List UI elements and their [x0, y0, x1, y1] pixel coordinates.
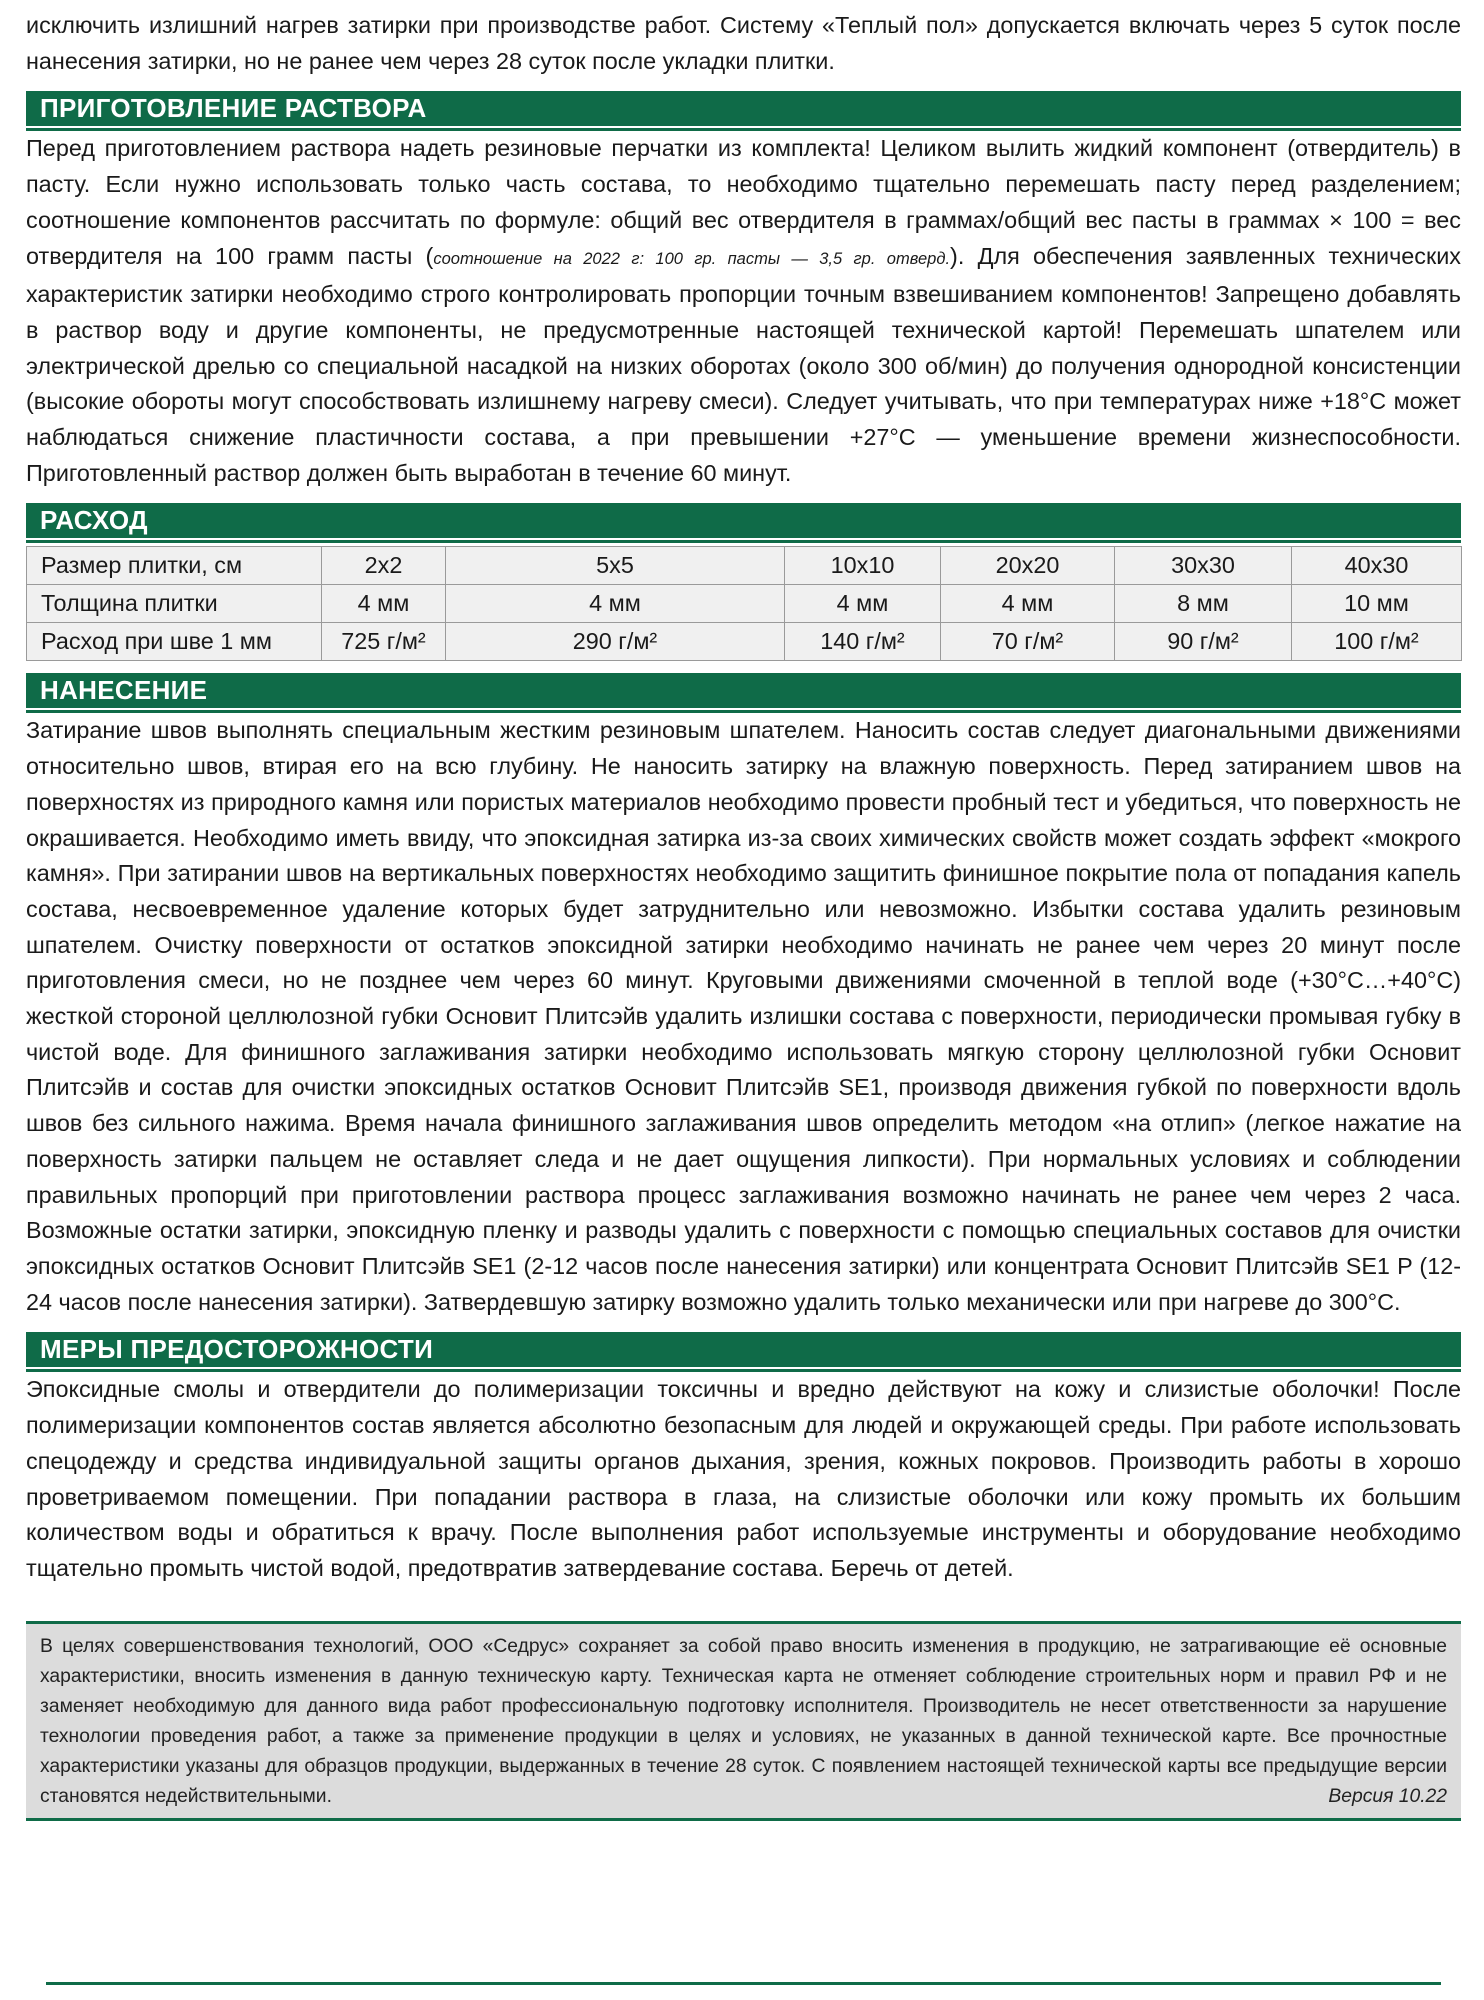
precautions-paragraph: Эпоксидные смолы и отвердители до полимеризации токсичны и вредно действуют на кожу и слизистые оболочки! После полимеризации компонентов состав является абсолютно безопасным для людей и окружающей среды. При работе использовать спецодежду и средства индивидуальной защиты органов дыхания, зрения, кожных покровов. Производить работы в хорошо проветриваемом помещении. При попадании раствора в глаза, на слизистые оболочки или кожу промыть их большим количеством воды и обратиться к врачу. После выполнения работ используемые инструменты и оборудование необходимо тщательно промыть чистой водой, предотвратив затвердевание состава. Беречь от детей. [26, 1376, 1461, 1581]
document-page [26, 8, 1461, 1821]
section-header-precautions [26, 1332, 1461, 1372]
section-title-precautions: МЕРЫ ПРЕДОСТОРОЖНОСТИ [26, 1332, 1461, 1367]
table-cell: Расход при шве 1 мм [27, 623, 322, 661]
ratio-note: соотношение на 2022 г: 100 гр. пасты — 3,5 гр. отверд. [433, 249, 951, 268]
application-paragraph: Затирание швов выполнять специальным жестким резиновым шпателем. Наносить состав следует диагональными движениями относительно швов, втирая его на всю глубину. Не наносить затирку на влажную поверхность. Перед затиранием швов на поверхностях из природного камня или пористых материалов необходимо провести пробный тест и убедиться, что поверхность не окрашивается. Необходимо иметь ввиду, что эпоксидная затирка из-за своих химических свойств может создать эффект «мокрого камня». При затирании швов на вертикальных поверхностях необходимо защитить финишное покрытие пола от попадания капель состава, несвоевременное удаление которых будет затруднительно или невозможно. Избытки состава удалить резиновым шпателем. Очистку поверхности от остатков эпоксидной затирки необходимо начинать не ранее чем через 20 минут после приготовления смеси, но не позднее чем через 60 минут. Круговыми движениями смоченной в теплой воде (+30°C…+40°C) жесткой стороной целлюлозной губки Основит Плитсэйв удалить излишки состава с поверхности, периодически промывая губку в чистой воде. Для финишного заглаживания затирки необходимо использовать мягкую сторону целлюлозной губки Основит Плитсэйв и состав для очистки эпоксидных остатков Основит Плитсэйв SE1, производя движения губкой по поверхности вдоль швов без сильного нажима. Время начала финишного заглаживания швов определить методом «на отлип» (легкое нажатие на поверхность затирки пальцем не оставляет следа и не дает ощущения липкости). При нормальных условиях и соблюдении правильных пропорций при приготовлении раствора процесс заглаживания возможно начинать не ранее чем через 2 часа. Возможные остатки затирки, эпоксидную пленку и разводы удалить с поверхности с помощью специальных составов для очистки эпоксидных остатков Основит Плитсэйв SE1 (2-12 часов после нанесения затирки) или концентрата Основит Плитсэйв SE1 P (12-24 часов после нанесения затирки). Затвердевшую затирку возможно удалить только механически или при нагреве до 300°C. [26, 717, 1461, 1315]
section-title-consumption: РАСХОД [26, 503, 1461, 538]
table-cell: 20x20 [941, 547, 1115, 585]
table-cell: 4 мм [322, 585, 446, 623]
table-cell: 8 мм [1115, 585, 1292, 623]
table-cell: 2x2 [322, 547, 446, 585]
table-cell: 30x30 [1115, 547, 1292, 585]
table-cell: 100 г/м² [1292, 623, 1462, 661]
section-header-consumption [26, 503, 1461, 543]
intro-paragraph: исключить излишний нагрев затирки при производстве работ. Систему «Теплый пол» допускается включать через 5 суток после нанесения затирки, но не ранее чем через 28 суток после укладки плитки. [26, 12, 1461, 74]
table-cell: 70 г/м² [941, 623, 1115, 661]
section-header-preparation [26, 91, 1461, 131]
table-cell: Толщина плитки [27, 585, 322, 623]
table-cell: 40x30 [1292, 547, 1462, 585]
table-cell: 4 мм [446, 585, 785, 623]
version-label: Версия 10.22 [1328, 1785, 1447, 1807]
table-cell: 140 г/м² [785, 623, 941, 661]
preparation-text-b: ). Для обеспечения заявленных технических характеристик затирки необходимо строго контролировать пропорции точным взвешиванием компонентов! Запрещено добавлять в раствор воду и другие компоненты, не предусмотренные настоящей технической картой! Перемешать шпателем или электрической дрелью со специальной насадкой на низких оборотах (около 300 об/мин) до получения однородной консистенции (высокие обороты могут способствовать излишнему нагреву смеси). Следует учитывать, что при температурах ниже +18°C может наблюдаться снижение пластичности состава, а при превышении +27°C — уменьшение времени жизнеспособности. Приготовленный раствор должен быть выработан в течение 60 минут. [26, 242, 1462, 486]
section-title-application: НАНЕСЕНИЕ [26, 673, 1461, 708]
legal-paragraph [40, 1632, 1447, 1812]
table-row [27, 547, 1462, 585]
section-header-application [26, 673, 1461, 713]
bottom-divider [46, 1982, 1441, 1985]
table-cell: Размер плитки, см [27, 547, 322, 585]
preparation-paragraph [26, 131, 1461, 491]
table-cell: 5x5 [446, 547, 785, 585]
table-cell: 290 г/м² [446, 623, 785, 661]
legal-text: В целях совершенствования технологий, ООО «Седрус» сохраняет за собой право вносить изменения в продукцию, не затрагивающие её основные характеристики, вносить изменения в данную техническую карту. Техническая карта не отменяет соблюдение строительных норм и правил РФ и не заменяет необходимую для данного вида работ профессиональную подготовку исполнителя. Производитель не несет ответственности за нарушение технологии проведения работ, а также за применение продукции в целях и условиях, не указанных в данной технической карте. Все прочностные характеристики указаны для образцов продукции, выдержанных в течение 28 суток. С появлением настоящей технической карты все предыдущие версии становятся недействительными. [40, 1635, 1447, 1807]
table-row [27, 623, 1462, 661]
table-cell: 725 г/м² [322, 623, 446, 661]
table-cell: 10x10 [785, 547, 941, 585]
preparation-text-a: Перед приготовлением раствора надеть резиновые перчатки из комплекта! Целиком вылить жидкий компонент (отвердитель) в пасту. Если нужно использовать только часть состава, то необходимо тщательно перемешать пасту перед разделением; соотношение компонентов рассчитать по формуле: общий вес отвердителя в граммах/общий вес пасты в граммах × 100 = вес отвердителя на 100 грамм пасты ( [26, 135, 1461, 269]
table-cell: 10 мм [1292, 585, 1462, 623]
table-cell: 4 мм [785, 585, 941, 623]
section-title-preparation: ПРИГОТОВЛЕНИЕ РАСТВОРА [26, 91, 1461, 126]
legal-notice [26, 1621, 1461, 1821]
table-cell: 90 г/м² [1115, 623, 1292, 661]
table-row [27, 585, 1462, 623]
table-cell: 4 мм [941, 585, 1115, 623]
consumption-table [26, 546, 1462, 661]
